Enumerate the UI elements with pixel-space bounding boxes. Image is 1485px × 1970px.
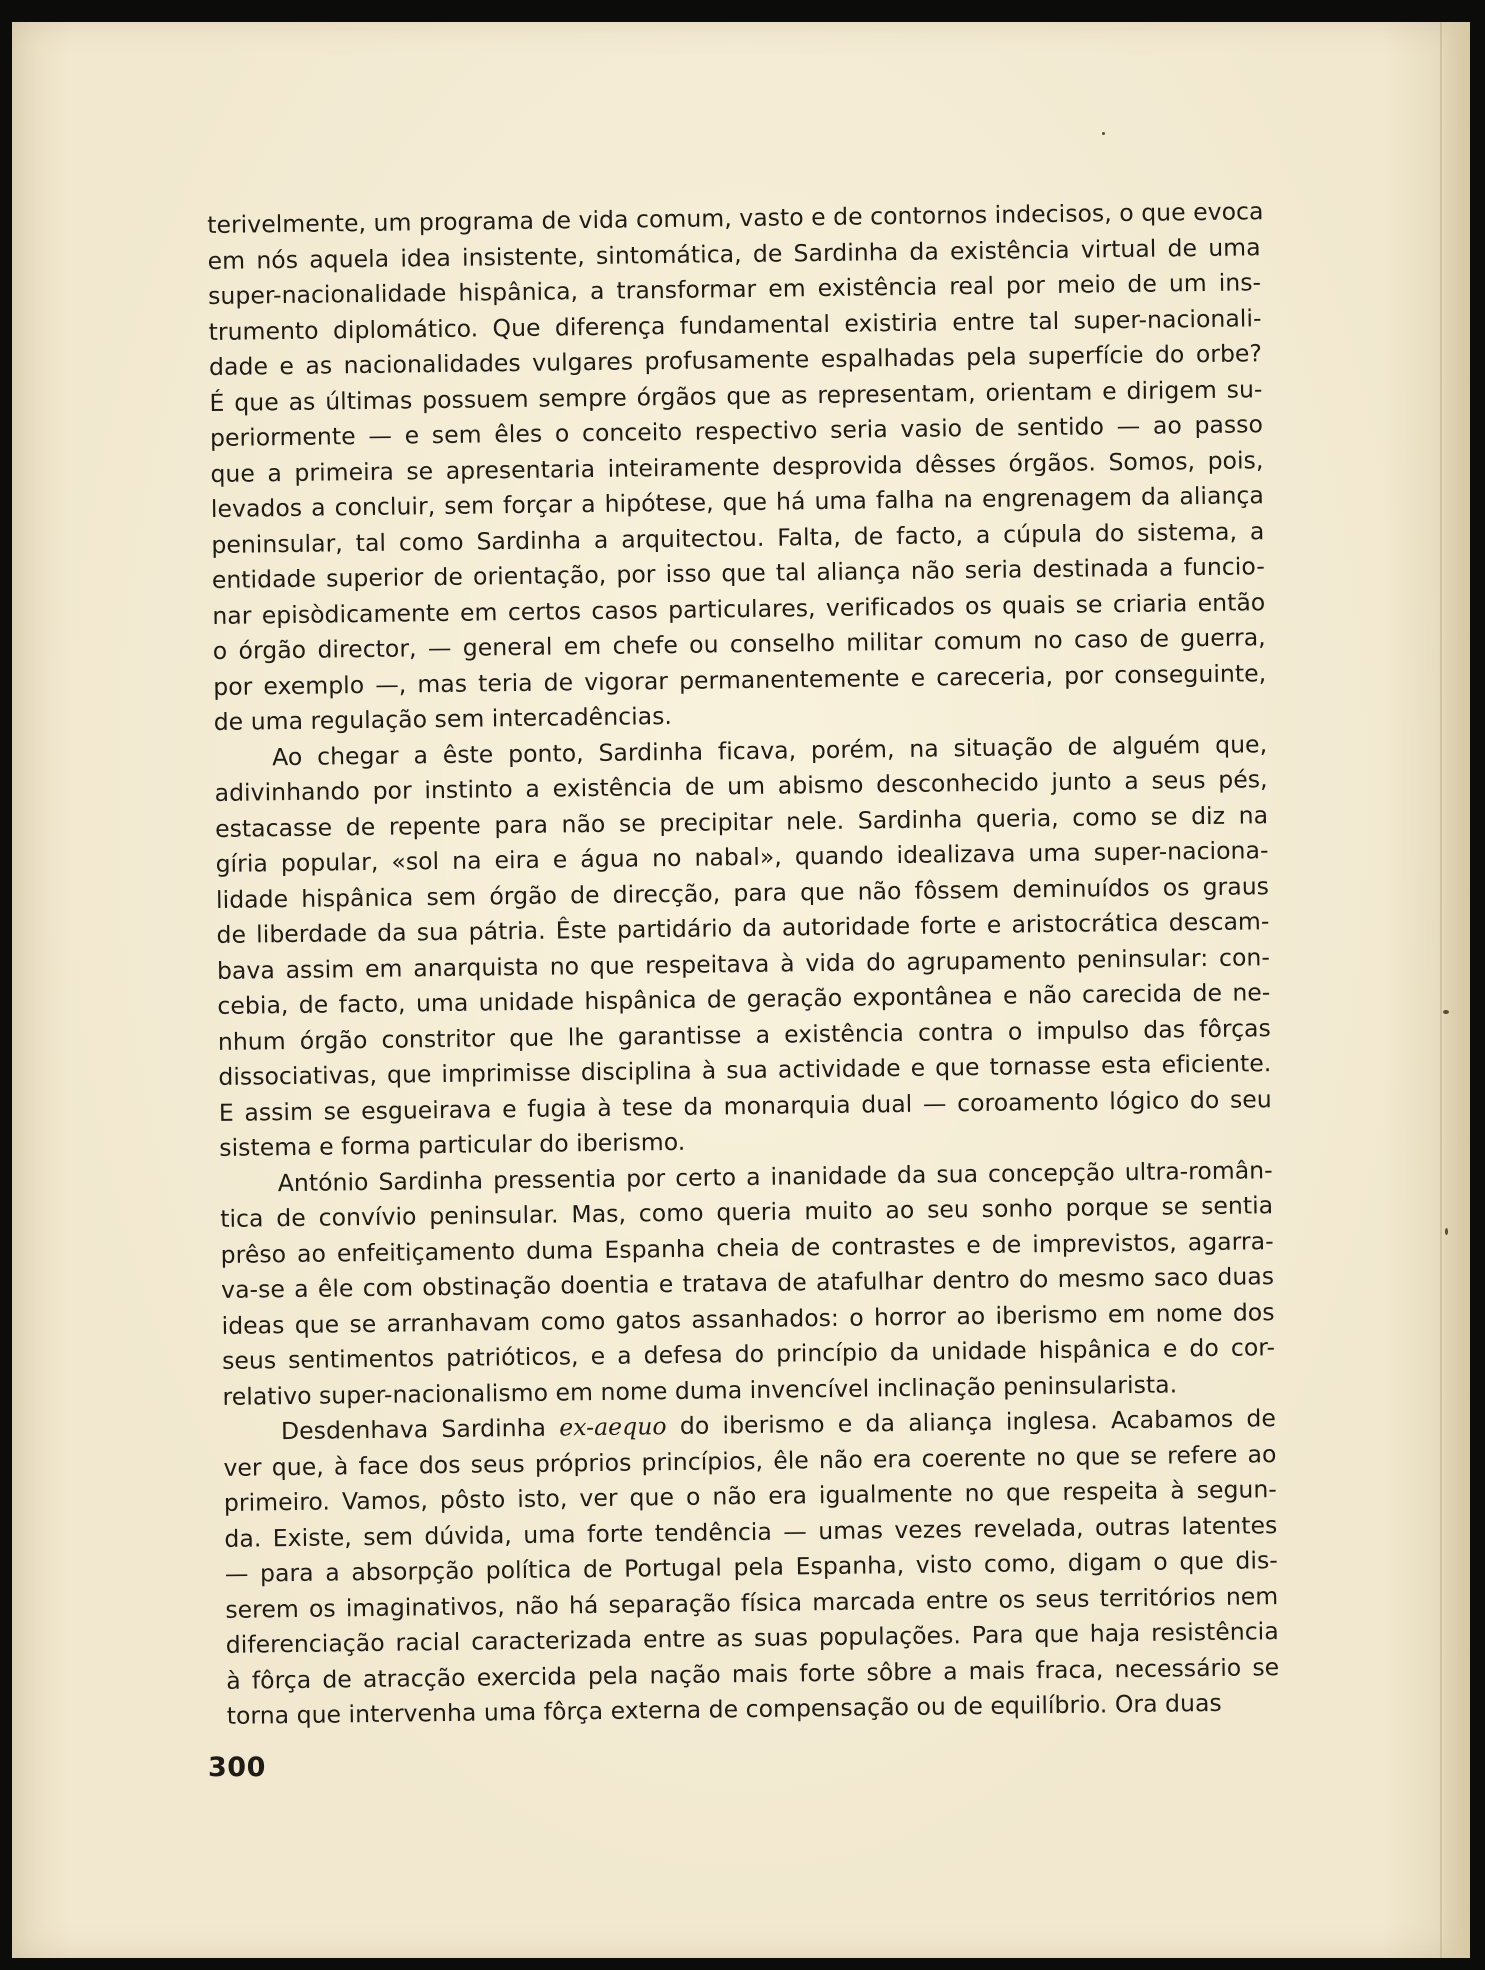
text-line: ver que, à face dos seus próprios princípios, êle não era coerente no que se refere ao bbox=[223, 1439, 1277, 1482]
text-line: entidade superior de orientação, por isso que tal aliança não seria destinada a funcio- bbox=[211, 552, 1265, 594]
text-line: por exemplo —, mas teria de vigorar permanentemente e careceria, por conseguinte, bbox=[213, 658, 1267, 701]
text-line: Desdenhava Sardinha ex-aequo do iberismo e da aliança inglesa. Acabamos de bbox=[280, 1404, 1277, 1446]
text-line: primeiro. Vamos, pôsto isto, ver que o não era igualmente no que respeita à segun- bbox=[223, 1475, 1278, 1517]
text-line: em nós aquela idea insistente, sintomática, de Sardinha da existência virtual de uma bbox=[207, 232, 1261, 275]
text-line: lidade hispânica sem órgão de direcção, para que não fôssem deminuídos os graus bbox=[215, 871, 1270, 914]
text-line: diferenciação racial caracterizada entre as suas populações. Para que haja resistência bbox=[225, 1617, 1279, 1659]
text-line: — para a absorpção política de Portugal pela Espanha, visto como, digam o que dis- bbox=[224, 1546, 1278, 1588]
text-line: de uma regulação sem intercadências. bbox=[213, 701, 673, 736]
text-line: levados a concluir, sem forçar a hipótese, que há uma falha na engrenagem da aliança bbox=[210, 481, 1265, 523]
text-line: sistema e forma particular do iberismo. bbox=[219, 1127, 686, 1162]
body-text bbox=[207, 194, 1280, 1734]
italic-term: ex-aequo bbox=[559, 1412, 667, 1442]
text-line: António Sardinha pressentia por certo a inanidade da sua concepção ultra-român- bbox=[277, 1155, 1273, 1197]
ink-speck bbox=[1102, 132, 1105, 135]
text-line: É que as últimas possuem sempre órgãos que as representam, orientam e dirigem su- bbox=[209, 374, 1263, 417]
text-line: va-se a êle com obstinação doentia e tratava de atafulhar dentro do mesmo saco duas bbox=[220, 1262, 1275, 1304]
text-line: relativo super-nacionalismo em nome duma invencível inclinação peninsularista. bbox=[222, 1369, 1178, 1411]
ink-speck bbox=[1445, 1228, 1448, 1235]
text-line: super-nacionalidade hispânica, a transformar em existência real por meio de um ins- bbox=[207, 268, 1262, 310]
text-line: tica de convívio peninsular. Mas, como queria muito ao seu sonho porque se sentia bbox=[220, 1191, 1274, 1233]
text-line: o órgão director, — general em chefe ou conselho militar comum no caso de guerra, bbox=[212, 623, 1266, 665]
paragraph bbox=[223, 1401, 1280, 1734]
text-line: bava assim em anarquista no que respeitava à vida do agrupamento peninsular: con- bbox=[216, 942, 1271, 985]
text-line: prêso ao enfeitiçamento duma Espanha cheia de contrastes e de imprevistos, agarra- bbox=[220, 1226, 1274, 1269]
text-line: à fôrça de atracção exercida pela nação mais forte sôbre a mais fraca, necessário se bbox=[226, 1652, 1280, 1695]
text-line: terivelmente, um programa de vida comum, vasto e de contornos indecisos, o que evoca bbox=[207, 197, 1264, 239]
text-line: adivinhando por instinto a existência de um abismo desconhecido junto a seus pés, bbox=[214, 765, 1268, 807]
text-line: Ao chegar a êste ponto, Sardinha ficava, porém, na situação de alguém que, bbox=[272, 729, 1268, 771]
text-line: cebia, de facto, uma unidade hispânica de geração expontânea e não carecida de ne- bbox=[217, 978, 1271, 1020]
text-line: estacasse de repente para não se precipitar nele. Sardinha queria, como se diz na bbox=[214, 800, 1269, 843]
page-edge bbox=[1440, 22, 1470, 1958]
text-line: dade e as nacionalidades vulgares profusamente espalhadas pela superfície do orbe? bbox=[208, 339, 1263, 381]
text-line: E assim se esgueirava e fugia à tese da monarquia dual — coroamento lógico do seu bbox=[218, 1084, 1272, 1127]
text-line: seus sentimentos patrióticos, e a defesa do princípio da unidade hispânica e do cor- bbox=[221, 1333, 1276, 1375]
page-number: 300 bbox=[208, 1752, 266, 1783]
text-line: peninsular, tal como Sardinha a arquitectou. Falta, de facto, a cúpula do sistema, a bbox=[211, 516, 1265, 559]
ink-speck bbox=[1443, 1010, 1449, 1014]
text-line: trumento diplomático. Que diferença fundamental existiria entre tal super-nacionali- bbox=[208, 303, 1262, 346]
text-line: gíria popular, «sol na eira e água no nabal», quando idealizava uma super-naciona- bbox=[215, 836, 1269, 878]
text-line: serem os imaginativos, não há separação física marcada entre os seus territórios nem bbox=[225, 1581, 1279, 1624]
text-line: torna que intervenha uma fôrça externa de compensação ou de equilíbrio. Ora duas bbox=[226, 1688, 1222, 1730]
text-line: dissociativas, que imprimisse disciplina à sua actividade e que tornasse esta eficiente. bbox=[218, 1049, 1272, 1091]
text-line: da. Existe, sem dúvida, uma forte tendência — umas vezes revelada, outras latentes bbox=[224, 1510, 1278, 1553]
text-line: periormente — e sem êles o conceito respectivo seria vasio de sentido — ao passo bbox=[209, 410, 1264, 452]
paragraph bbox=[220, 1153, 1276, 1415]
text-line: ideas que se arranhavam como gatos assanhados: o horror ao iberismo em nome dos bbox=[221, 1297, 1275, 1340]
text-line: nhum órgão constritor que lhe garantisse a existência contra o impulso das fôrças bbox=[217, 1013, 1272, 1056]
text-line: nar episòdicamente em certos casos particulares, verificados os quais se criaria então bbox=[212, 587, 1266, 630]
paragraph bbox=[207, 194, 1267, 740]
text-line: que a primeira se apresentaria inteiramente desprovida dêsses órgãos. Somos, pois, bbox=[210, 445, 1264, 488]
text-line: de liberdade da sua pátria. Êste partidário da autoridade forte e aristocrática descam- bbox=[216, 907, 1270, 949]
paragraph bbox=[214, 727, 1272, 1167]
